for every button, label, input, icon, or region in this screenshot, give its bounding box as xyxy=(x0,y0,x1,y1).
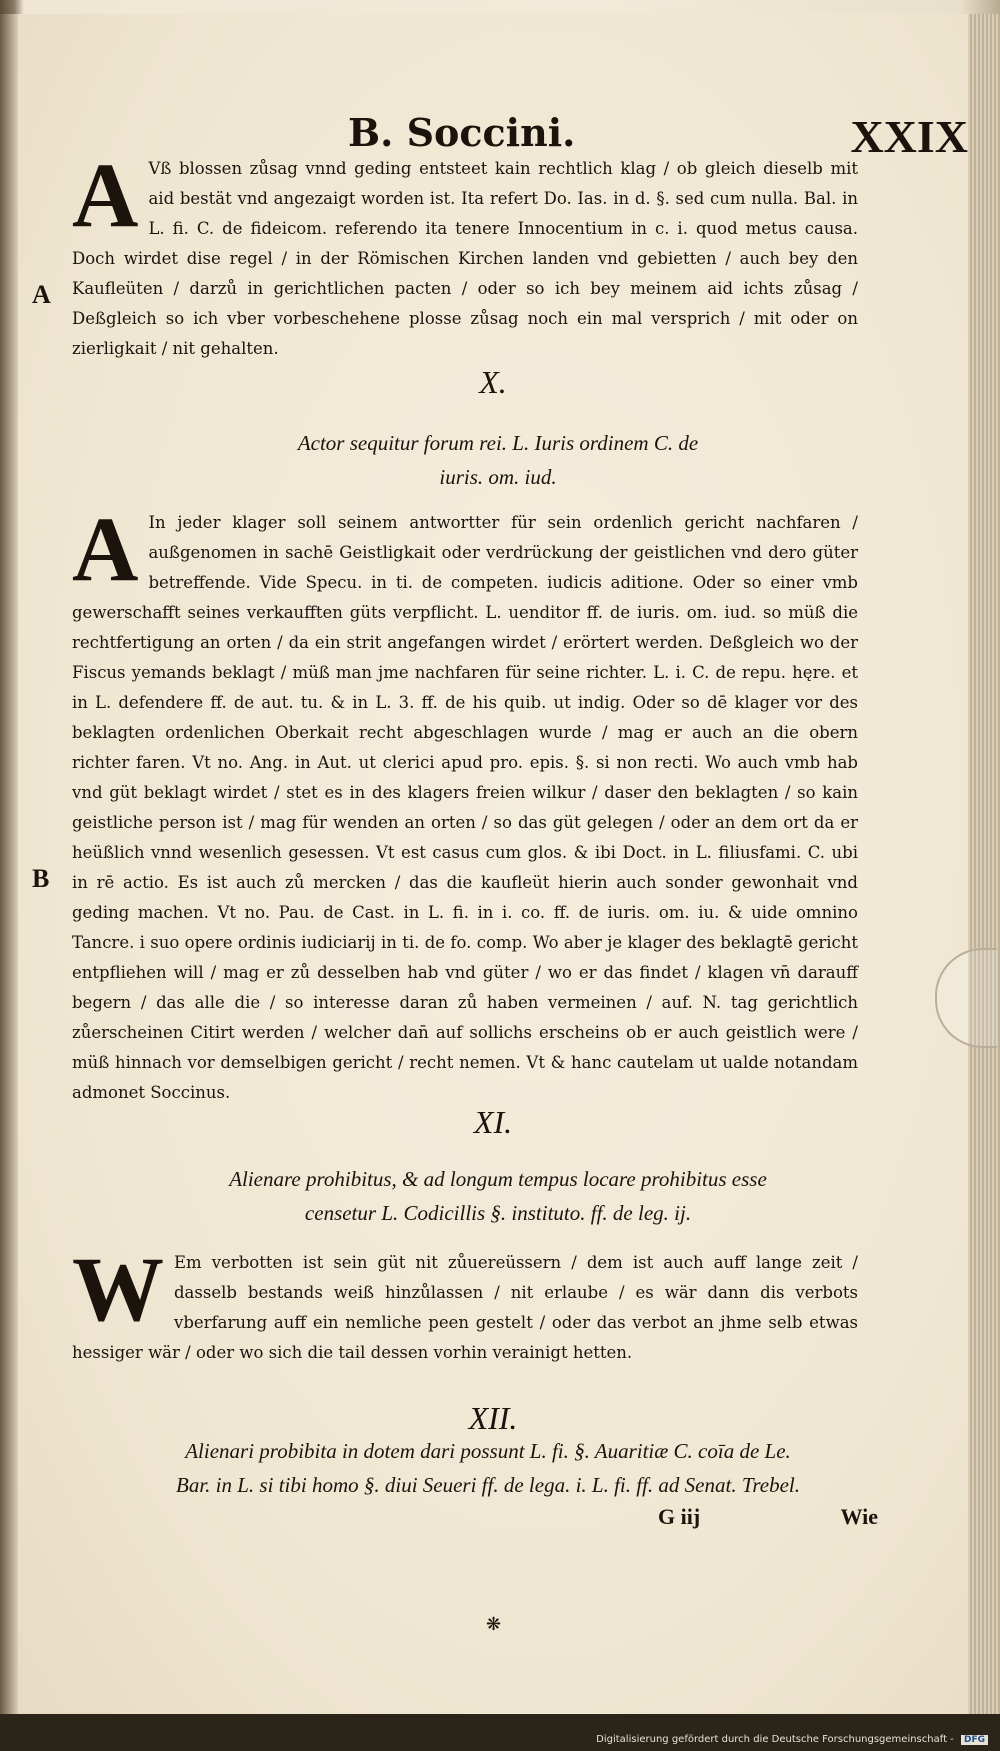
section-heading-xii xyxy=(58,1434,918,1502)
section-numeral-x: X. xyxy=(479,364,507,400)
dfg-logo-icon: DFG xyxy=(961,1735,988,1745)
paragraph-section-x xyxy=(72,498,858,1102)
bottom-bar xyxy=(0,1714,1000,1751)
heading-line: Bar. in L. si tibi homo §. diui Seueri ff. de lega. i. L. fi. ff. ad Senat. Trebel. xyxy=(176,1473,800,1497)
section-heading-x xyxy=(118,426,878,494)
previous-page-edge xyxy=(0,14,18,1714)
heading-line: censetur L. Codicillis §. instituto. ff. de leg. ij. xyxy=(304,1201,692,1225)
margin-note-a: A xyxy=(32,280,51,309)
section-heading-xi xyxy=(118,1162,878,1230)
section-numeral-xi: XI. xyxy=(473,1104,513,1140)
paragraph-text: In jeder klager soll seinem antwortter für sein ordenlich gericht nachfaren / außgenomen in sachē Geistligkait oder verdrückung der geistlichen vnd dero güter betreffende. Vide Specu. in ti. de competen. iudicis aditione. Oder so einer vmb gewerschafft seines verkaufften güts verpflicht. L. uenditor ff. de iuris. om. iud. so müß die rechtfertigung an orten / da ein strit angefangen wirdet / erörtert werden. Deßgleich wo der Fiscus yemands beklagt / müß man jme nachfaren für seine richter. L. i. C. de repu. hęre. et in L. defendere ff. de aut. tu. & in L. 3. ff. de his quib. ut indig. Oder so dē klager vor des beklagten ordenlichen Oberkait recht abgeschlagen wurde / mag er auch an die obern richter faren. Vt no. Ang. in Aut. ut clerici apud pro. epis. §. si non recti. Wo auch vmb hab vnd güt beklagt wirdet / stet es in des klagers freien wilkur / daser den beklagten / so kain geistliche person ist / mag für wenden an orten / so das güt gelegen / oder an dem ort da er heüßlich vnnd wesenlich gesessen. Vt est casus cum glos. & ibi Doct. in L. filiusfami. C. ubi in rē actio. Es ist auch zů mercken / das die kaufleüt hierin auch sonder gewonhait vnd geding machen. Vt no. Pau. de Cast. in L. fi. in i. co. ff. de iuris. om. iu. & uide omnino Tancre. i suo opere ordinis iudiciarij in ti. de fo. comp. Wo aber je klager des beklagtē gericht entpfliehen will / mag er zů desselben hab vnd güter / wo er das findet / klagen vn̄ darauff begern / das alle die / so interesse daran zů haben vermeinen / auf. N. tag gerichtlich zůerscheinen Citirt werden / welcher dan̄ auf sollichs erscheins ob er auch geistlich were / müß hinnach vor demselbigen gericht / recht nemen. Vt & hanc cautelam ut ualde notandam admonet Soccinus. xyxy=(72,513,858,1102)
heading-line: Alienare prohibitus, & ad longum tempus locare prohibitus esse xyxy=(229,1167,767,1191)
book-page xyxy=(18,14,969,1714)
signature-mark: G iij xyxy=(658,1504,701,1529)
folio-number: XXIX xyxy=(850,111,968,162)
paragraph-text: Em verbotten ist sein güt nit zůuereüssern / dem ist auch auff lange zeit / dasselb bestands weiß hinzůlassen / nit erlaube / es wär dann dis verbots vberfarung auff ein nemliche peen gestelt / oder das verbot an jhme selb etwas hessiger wär / oder wo sich die tail dessen vorhin verainigt hetten. xyxy=(72,1253,858,1362)
dropcap-letter: A xyxy=(72,498,139,600)
page-header xyxy=(348,110,968,160)
ornament-icon: ❋ xyxy=(486,1614,502,1635)
margin-note-b: B xyxy=(32,864,50,893)
digitization-credit xyxy=(596,1734,988,1745)
heading-line: Actor sequitur forum rei. L. Iuris ordinem C. de xyxy=(297,431,699,455)
running-title: B. Soccini. xyxy=(348,110,576,155)
paragraph-intro xyxy=(72,144,858,358)
section-numeral-xii: XII. xyxy=(468,1400,518,1436)
catchword: Wie xyxy=(840,1504,878,1529)
dropcap-letter: W xyxy=(72,1238,164,1340)
page-block-edge xyxy=(968,14,1000,1714)
heading-line: Alienari probibita in dotem dari possunt L. fi. §. Auaritiæ C. coīa de Le. xyxy=(185,1439,791,1463)
page-footer xyxy=(658,1504,878,1530)
paragraph-section-xi xyxy=(72,1238,858,1398)
paragraph-text: Vß blossen zůsag vnnd geding entsteet kain rechtlich klag / ob gleich dieselb mit aid bestät vnd angezaigt worden ist. Ita refert Do. Ias. in d. §. sed cum nulla. Bal. in L. fi. C. de fideicom. referendo ita tenere Innocentium in c. i. quod metus causa. Doch wirdet dise regel / in der Römischen Kirchen landen vnd gebietten / auch bey den Kaufleüten / darzů in gerichtlichen pacten / oder so ich bey meinem aid ichts zůsag / Deßgleich so ich vber vorbeschehene plosse zůsag noch ein mal versprich / mit oder on zierligkait / nit gehalten. xyxy=(72,159,858,358)
dropcap-letter: A xyxy=(72,144,139,246)
heading-line: iuris. om. iud. xyxy=(439,465,557,489)
credit-text: Digitalisierung gefördert durch die Deutsche Forschungsgemeinschaft - xyxy=(596,1734,954,1745)
